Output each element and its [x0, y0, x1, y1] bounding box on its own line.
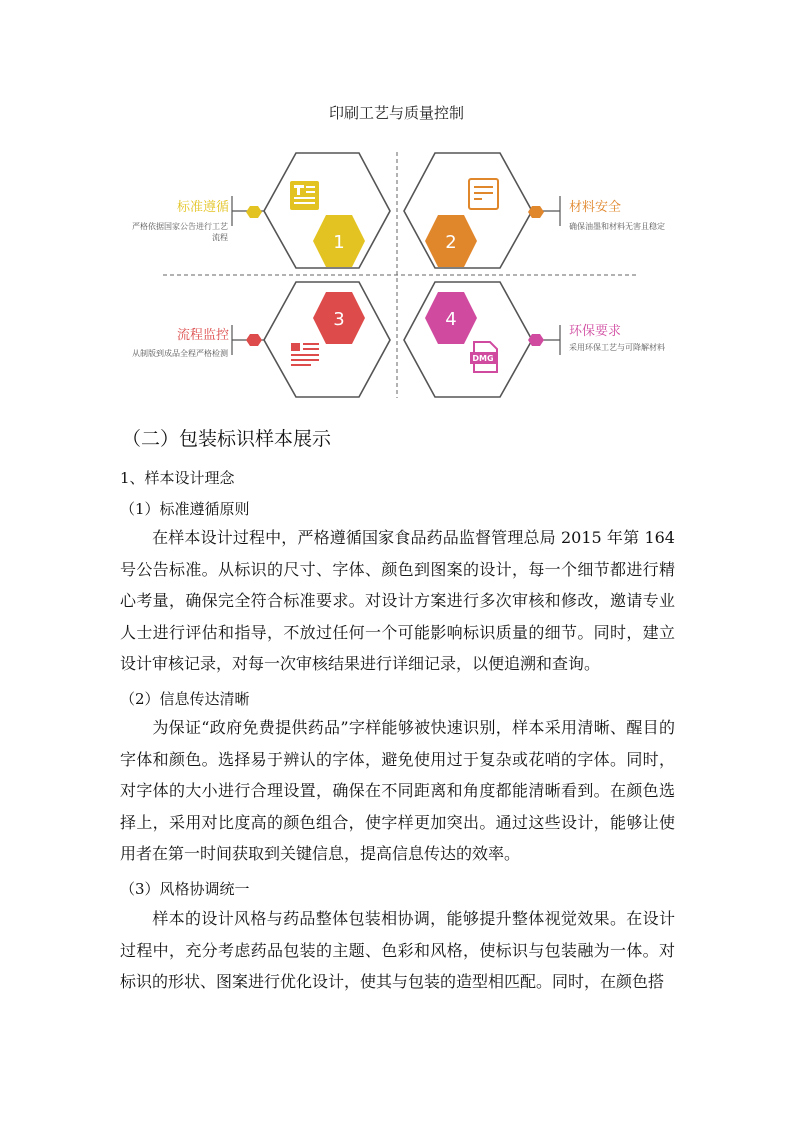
desc-process: 从制版到成品全程严格检测: [132, 349, 228, 358]
label-process: 流程监控: [177, 328, 230, 343]
figure-title: 印刷工艺与质量控制: [328, 104, 464, 122]
section-heading: （二）包装标识样本展示: [122, 428, 332, 450]
newspaper-icon: [291, 343, 319, 366]
bullet-hex-1: [246, 206, 262, 218]
desc-eco: 采用环保工艺与可降解材料: [569, 343, 665, 352]
process-quality-diagram: [0, 0, 793, 420]
desc-material: 确保油墨和材料无害且稳定: [569, 222, 665, 231]
hex-outline-4: [404, 282, 532, 397]
desc-standard: 严格依据国家公告进行工艺流程: [132, 222, 228, 242]
label-eco: 环保要求: [569, 324, 622, 339]
dmg-file-icon: [470, 342, 497, 372]
number-4: 4: [445, 309, 457, 330]
item-heading-1: （1）标准遵循原则: [120, 500, 250, 518]
item-heading-3: （3）风格协调统一: [120, 880, 250, 898]
bullet-hex-3: [246, 334, 262, 346]
text-document-icon: [290, 181, 319, 210]
number-1: 1: [333, 232, 345, 253]
paragraph-3: 样本的设计风格与药品整体包装相协调，能够提升整体视觉效果。在设计过程中，充分考虑药品包装的主题、色彩和风格，使标识与包装融为一体。对标识的形状、图案进行优化设计，使其与包装的造型相匹配。同时，在颜色搭: [120, 909, 675, 991]
label-material: 材料安全: [569, 200, 622, 215]
paragraph-2: 为保证“政府免费提供药品”字样能够被快速识别，样本采用清晰、醒目的字体和颜色。选择易于辨认的字体，避免使用过于复杂或花哨的字体。同时，对字体的大小进行合理设置，确保在不同距离和角度都能清晰看到。在颜色选择上，采用对比度高的颜色组合，使字样更加突出。通过这些设计，能够让使用者在第一时间获取到关键信息，提高信息传达的效率。: [120, 718, 675, 863]
document-list-icon: [469, 179, 498, 209]
item-heading-2: （2）信息传达清晰: [120, 690, 250, 708]
subsection-heading: 1、样本设计理念: [120, 469, 235, 487]
paragraph-1: 在样本设计过程中，严格遵循国家食品药品监督管理总局 2015 年第 164 号公告标准。从标识的尺寸、字体、颜色到图案的设计，每一个细节都进行精心考量，确保完全符合标准要求。对设计方案进行多次审核和修改，邀请专业人士进行评估和指导，不放过任何一个可能影响标识质量的细节。同时，建立设计审核记录，对每一次审核结果进行详细记录，以便追溯和查询。: [120, 528, 675, 673]
svg-text:DMG: DMG: [472, 354, 494, 363]
number-2: 2: [445, 232, 457, 253]
label-standard: 标准遵循: [177, 200, 230, 215]
number-3: 3: [333, 309, 345, 330]
